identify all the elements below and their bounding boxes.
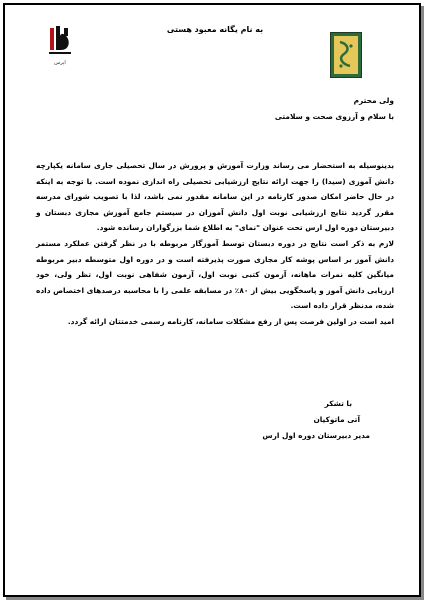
signer-name: آتی ماتوکیان — [313, 415, 360, 424]
school-logo-icon — [44, 24, 76, 58]
logo-inner-panel — [334, 36, 358, 74]
paragraph-1: بدینوسیله به استحضار می رساند وزارت آموزش و پرورش در سال تحصیلی جاری سامانه یکپارچه دانش آموزی (سیدا) را جهت ارائه نتایج ارزشیابی تحصیلی راه اندازی نموده است. با توجه به اینکه در حال حاضر امکان صدور کارنامه در این سامانه مقدور نمی باشد، لذا با تصویب شورای مدرسه مقرر گردید نتایج ارزشیابی نوبت اول دانش آموزان در سیستم جامع آموزش مجازی دبستان و دبیرستان دوره اول ارس تحت عنوان "نمای" به اطلاع شما بزرگواران رسانده شود. — [36, 161, 394, 233]
letter-body — [36, 158, 394, 388]
logo-caption: اپرس — [54, 60, 66, 66]
organization-logo-icon — [330, 32, 362, 78]
signature-thanks: با تشکر — [324, 399, 352, 408]
signer-role: مدیر دبیرستان دوره اول ارس — [262, 431, 370, 440]
paragraph-2: لازم به ذکر است نتایج در دوره دبستان توسط آموزگار مربوطه با در نظر گرفتن عملکرد مستمر دانش آموز بر اساس پوشه کار مجازی صورت پذیرفته است و در دوره اول متوسطه دبیر مربوطه میانگین کلیه نمرات ماهانه، آزمون کتبی نوبت اول، آزمون شفاهی نوبت اول، تظر ولی، خود ارزیابی دانش آموز و پاسخگویی بیش از ۸۰٪ در مسابقه علمی را با محاسبه درصدهای اختصاص داده شده، مدنظر قرار داده است. — [36, 238, 394, 311]
paragraph-3: امید است در اولین فرصت پس از رفع مشکلات سامانه، کارنامه رسمی خدمتتان ارائه گردد. — [67, 316, 394, 326]
greeting-wish: با سلام و آرزوی صحت و سلامتی — [274, 111, 394, 121]
page-title: به نام یگانه معبود هستی — [166, 25, 264, 34]
salutation: ولی محترم — [353, 96, 394, 105]
greeting-block — [36, 93, 394, 124]
calligraphy-icon — [334, 36, 358, 74]
signature-block — [190, 396, 370, 444]
